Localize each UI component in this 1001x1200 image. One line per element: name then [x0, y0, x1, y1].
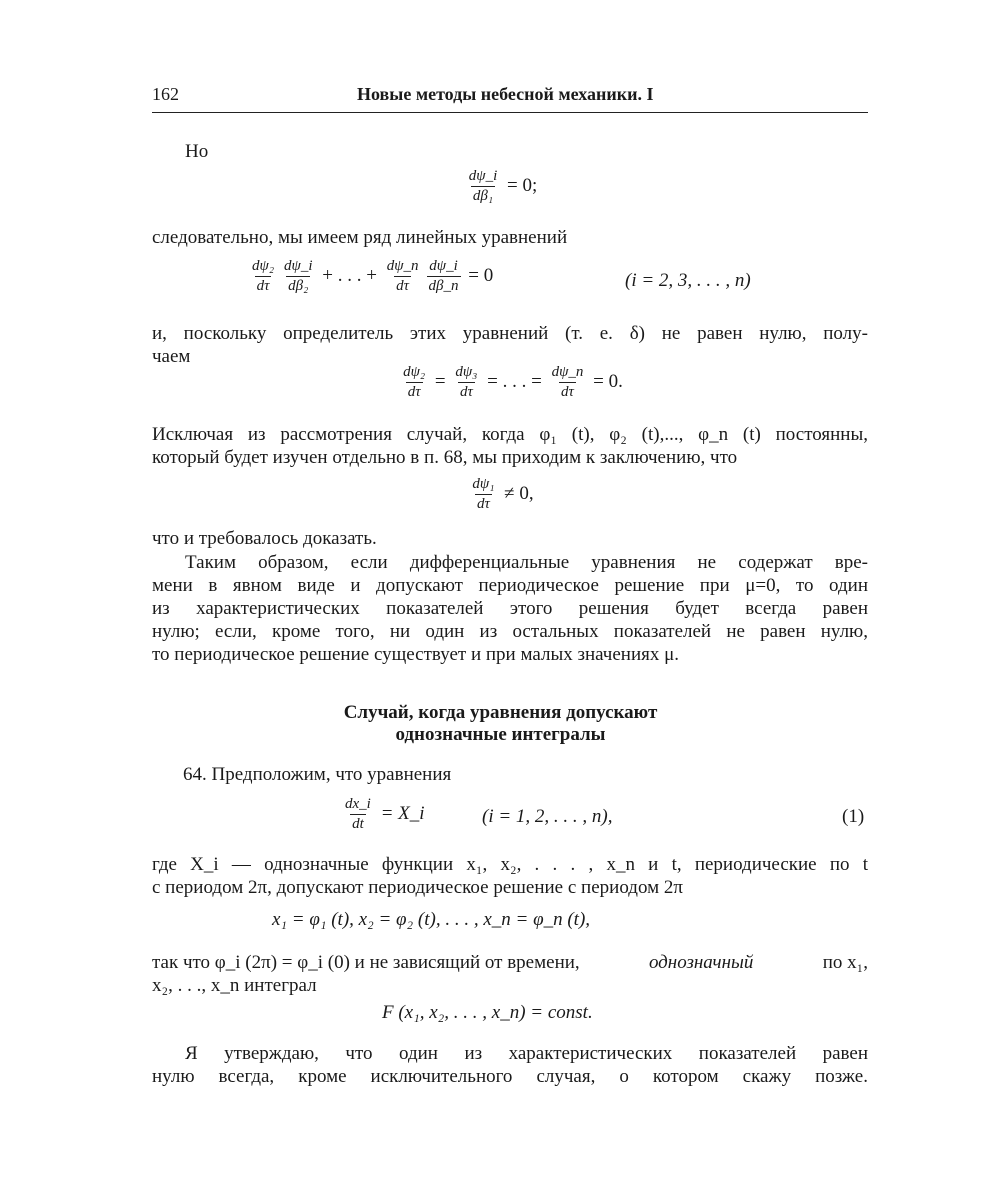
text-line: так что φ_i (2π) = φ_i (0) и не зависящий от времени, однозначный по x₁, [152, 952, 868, 973]
equation-7: F (x₁, x₂, . . . , x_n) = const. [382, 1002, 593, 1023]
emphasis: однозначный [648, 952, 754, 973]
equation-1: $\frac{d\psi\_i}{\text{dβ₁}}$ = 0; [468, 168, 538, 204]
text-line: x₂, . . ., x_n интеграл [152, 975, 317, 996]
running-title: Новые методы небесной механики. I [357, 84, 654, 104]
section-heading: Случай, когда уравнения допускают [343, 702, 658, 723]
text-line: Я утверждаю, что один из характеристических показателей равен [185, 1043, 868, 1064]
text-line: из характеристических показателей этого решения будет всегда равен [152, 598, 868, 619]
text-line: Исключая из рассмотрения случай, когда φ₁ (t), φ₂ (t),..., φ_n (t) постоянны, [152, 424, 868, 445]
fraction: $\frac{\text{dψ₁}}{d\tau}$ [472, 476, 495, 512]
equation-2: $\frac{\text{dψ₂}}{d\tau}$ $\frac{d\psi\_i}{\text{dβ₂}}$ + . . . + $\frac{d\psi\_n}{d\tau}$ $\frac{d\psi\_i}{d\beta\_n}$ = 0 [252, 258, 494, 294]
text-line: чаем [152, 346, 191, 367]
section-heading: однозначные интегралы [395, 724, 606, 745]
fraction: $\frac{d\psi\_i}{d\beta\_n}$ [428, 258, 459, 294]
equation-2-condition: (i = 2, 3, . . . , n) [625, 270, 751, 291]
page-number: 162 [152, 84, 179, 104]
text-line: который будет изучен отдельно в п. 68, мы приходим к заключению, что [152, 447, 738, 468]
fraction: $\frac{\text{dψ₂}}{d\tau}$ [252, 258, 275, 294]
equation-5-condition: (i = 1, 2, . . . , n), [482, 806, 613, 827]
text-line: что и требовалось доказать. [152, 528, 377, 549]
equation-3: $\frac{\text{dψ₂}}{d\tau}$ = $\frac{\text{dψ₃}}{d\tau}$ = . . . = $\frac{d\psi\_n}{d\tau}$ = 0. [403, 364, 623, 400]
fraction: $\frac{dx\_i}{dt}$ [345, 796, 371, 832]
equation-5: $\frac{dx\_i}{dt}$ = X_i [345, 796, 425, 832]
fraction: $\frac{d\psi\_n}{d\tau}$ [551, 364, 584, 400]
header-rule [152, 112, 868, 113]
paragraph-64: 64. Предположим, что уравнения [183, 764, 452, 785]
text-line: то периодическое решение существует и при малых значениях μ. [152, 644, 680, 665]
text-line: Таким образом, если дифференциальные уравнения не содержат вре- [185, 552, 868, 573]
fraction: $\frac{\text{dψ₃}}{d\tau}$ [455, 364, 478, 400]
text-line: следовательно, мы имеем ряд линейных уравнений [152, 227, 568, 248]
text-line: и, поскольку определитель этих уравнений (т. е. δ) не равен нулю, полу- [152, 323, 868, 344]
text-line: мени в явном виде и допускают периодическое решение при μ=0, то один [152, 575, 868, 596]
intro-word: Но [185, 141, 209, 162]
text-line: где X_i — однозначные функции x₁, x₂, . . . , x_n и t, периодические по t [152, 854, 868, 875]
fraction: $\frac{d\psi\_i}{\text{dβ₁}}$ [468, 168, 498, 204]
equation-4: $\frac{\text{dψ₁}}{d\tau}$ ≠ 0, [472, 476, 534, 512]
text-line: нулю; если, кроме того, ни один из остальных показателей не равен нулю, [152, 621, 868, 642]
fraction: $\frac{\text{dψ₂}}{d\tau}$ [403, 364, 426, 400]
text-line: нулю всегда, кроме исключительного случая, о котором скажу позже. [152, 1066, 868, 1087]
fraction: $\frac{d\psi\_i}{\text{dβ₂}}$ [284, 258, 313, 294]
equation-number: (1) [842, 806, 865, 827]
fraction: $\frac{d\psi\_n}{d\tau}$ [386, 258, 419, 294]
text-line: с периодом 2π, допускают периодическое решение с периодом 2π [152, 877, 683, 898]
equation-6: x₁ = φ₁ (t), x₂ = φ₂ (t), . . . , x_n = φ_n (t), [272, 909, 591, 930]
